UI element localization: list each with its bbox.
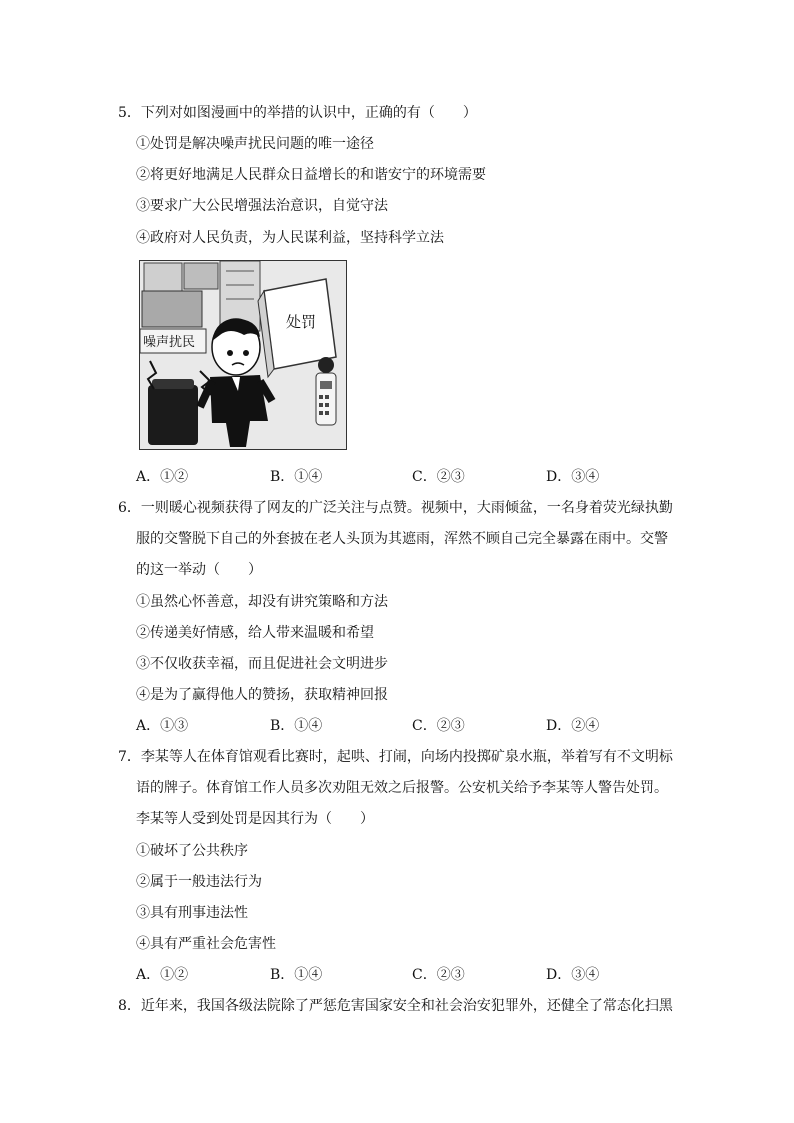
q6-option-4: ④是为了赢得他人的赞扬，获取精神回报 bbox=[136, 687, 388, 703]
question-7-stem-line-2: 语的牌子。体育馆工作人员多次劝阻无效之后报警。公安机关给予李某等人警告处罚。 bbox=[136, 780, 668, 796]
q5-option-4: ④政府对人民负责，为人民谋利益，坚持科学立法 bbox=[136, 230, 444, 246]
q6-option-3: ③不仅收获幸福，而且促进社会文明进步 bbox=[136, 656, 388, 672]
question-6-stem-line-1: 6．一则暖心视频获得了网友的广泛关注与点赞。视频中，大雨倾盆，一名身着荧光绿执勤 bbox=[118, 500, 673, 516]
q5-choice-d[interactable]: D．③④ bbox=[546, 469, 600, 485]
q7-option-1: ①破坏了公共秩序 bbox=[136, 843, 248, 859]
question-7-stem-line-3: 李某等人受到处罚是因其行为（ ） bbox=[136, 811, 374, 827]
noise-sign-text: 噪声扰民 bbox=[143, 335, 196, 350]
q6-choice-d[interactable]: D．②④ bbox=[546, 718, 600, 734]
question-8-stem-line-1: 8．近年来，我国各级法院除了严惩危害国家安全和社会治安犯罪外，还健全了常态化扫黑 bbox=[118, 998, 673, 1014]
q6-option-2: ②传递美好情感，给人带来温暖和希望 bbox=[136, 625, 374, 641]
q6-option-1: ①虽然心怀善意，却没有讲究策略和方法 bbox=[136, 594, 388, 610]
noise-penalty-cartoon bbox=[139, 260, 347, 450]
question-6-stem-line-3: 的这一举动（ ） bbox=[136, 562, 262, 578]
q7-option-4: ④具有严重社会危害性 bbox=[136, 936, 276, 952]
q5-choice-a[interactable]: A．①② bbox=[136, 469, 189, 485]
q5-option-3: ③要求广大公民增强法治意识，自觉守法 bbox=[136, 198, 388, 214]
question-7-stem-line-1: 7．李某等人在体育馆观看比赛时，起哄、打闹，向场内投掷矿泉水瓶，举着写有不文明标 bbox=[118, 749, 673, 765]
q7-choice-c[interactable]: C．②③ bbox=[412, 967, 465, 983]
question-6-stem-line-2: 服的交警脱下自己的外套披在老人头顶为其遮雨，浑然不顾自己完全暴露在雨中。交警 bbox=[136, 531, 668, 547]
question-5-stem: 5．下列对如图漫画中的举措的认识中，正确的有（ ） bbox=[118, 105, 477, 121]
q5-option-1: ①处罚是解决噪声扰民问题的唯一途径 bbox=[136, 136, 374, 152]
q7-choice-a[interactable]: A．①② bbox=[136, 967, 189, 983]
q6-choice-a[interactable]: A．①③ bbox=[136, 718, 189, 734]
q7-option-3: ③具有刑事违法性 bbox=[136, 905, 248, 921]
q5-choice-b[interactable]: B．①④ bbox=[270, 469, 323, 485]
q5-option-2: ②将更好地满足人民群众日益增长的和谐安宁的环境需要 bbox=[136, 167, 486, 183]
q6-choice-b[interactable]: B．①④ bbox=[270, 718, 323, 734]
q7-choice-d[interactable]: D．③④ bbox=[546, 967, 600, 983]
q7-option-2: ②属于一般违法行为 bbox=[136, 874, 262, 890]
q6-choice-c[interactable]: C．②③ bbox=[412, 718, 465, 734]
q7-choice-b[interactable]: B．①④ bbox=[270, 967, 323, 983]
q5-choice-c[interactable]: C．②③ bbox=[412, 469, 465, 485]
penalty-board-text: 处罚 bbox=[286, 313, 317, 331]
